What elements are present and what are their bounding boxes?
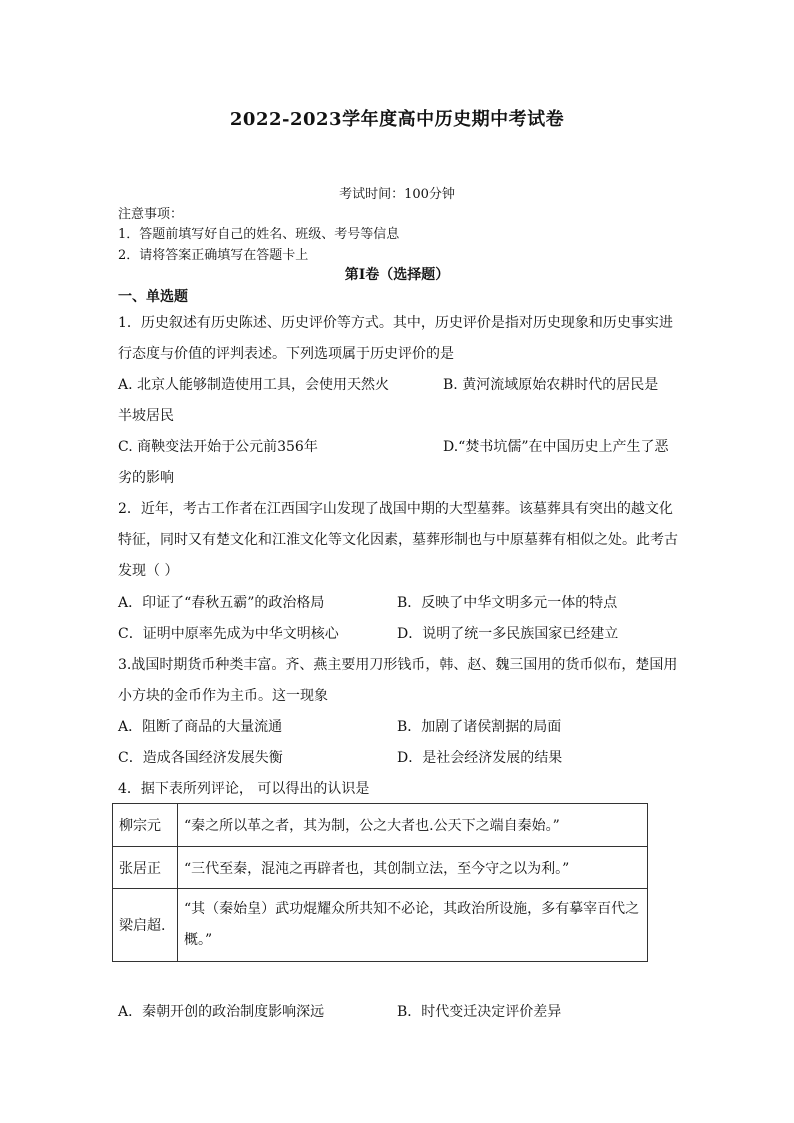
table-row — [113, 847, 648, 889]
question-4-stem: 4．据下表所列评论， 可以得出的认识是 — [118, 781, 370, 797]
table-row — [113, 804, 648, 847]
question-3-stem: 3.战国时期货币种类丰富。齐、燕主要用刀形钱币，韩、赵、魏三国用的货币似布，楚国用 — [118, 657, 678, 673]
q2-option-d: D．说明了统一多民族国家已经建立 — [397, 626, 619, 642]
q1-option-c: C. 商鞅变法开始于公元前356年 — [118, 439, 318, 455]
q3-option-c: C．造成各国经济发展失衡 — [118, 750, 283, 766]
quote-line: “其（秦始皇）武功焜耀众所共知不必论，其政治所设施，多有摹宰百代之 — [184, 901, 640, 917]
q3-option-d: D．是社会经济发展的结果 — [397, 750, 563, 766]
table-cell-name: 柳宗元 — [113, 804, 178, 847]
table-row — [113, 889, 648, 962]
question-2-stem: 特征，同时又有楚文化和江淮文化等文化因素，墓葬形制也与中原墓葬有相似之处。此考古 — [118, 532, 678, 548]
q1-option-a: A. 北京人能够制造使用工具，会使用天然火 — [118, 377, 390, 393]
q2-option-b: B．反映了中华文明多元一体的特点 — [397, 595, 618, 611]
table-cell-quote — [178, 889, 648, 962]
table-cell-quote: “秦之所以革之者，其为制，公之大者也.公天下之端自秦始。” — [178, 804, 648, 847]
q1-option-b: B. 黄河流域原始农耕时代的居民是 — [443, 377, 659, 393]
question-2-stem: 发现（ ） — [118, 563, 179, 579]
q4-option-a: A．秦朝开创的政治制度影响深远 — [118, 1004, 325, 1020]
q2-option-c: C．证明中原率先成为中华文明核心 — [118, 626, 339, 642]
section-title: 一、单选题 — [118, 289, 188, 305]
q2-option-a: A．印证了“春秋五霸”的政治格局 — [118, 595, 325, 611]
notice-heading: 注意事项： — [118, 207, 184, 222]
q1-option-d: D.“焚书坑儒”在中国历史上产生了恶 — [443, 439, 669, 455]
exam-title: 2022-2023学年度高中历史期中考试卷 — [229, 109, 565, 130]
quote-line: 概。” — [184, 932, 213, 948]
q1-option-b-continued: 半坡居民 — [118, 408, 174, 424]
volume-title: 第I卷（选择题） — [344, 267, 450, 283]
q4-option-b: B．时代变迁决定评价差异 — [397, 1004, 562, 1020]
table-cell-quote: “三代至秦，混沌之再辟者也，其创制立法，至今守之以为利。” — [178, 847, 648, 889]
notice-item: 2．请将答案正确填写在答题卡上 — [118, 248, 309, 263]
question-3-stem: 小方块的金币作为主币。这一现象 — [118, 688, 328, 704]
notice-item: 1．答题前填写好自己的姓名、班级、考号等信息 — [118, 227, 400, 242]
question-1-stem: 1．历史叙述有历史陈述、历史评价等方式。其中，历史评价是指对历史现象和历史事实进 — [118, 315, 673, 331]
question-2-stem: 2．近年，考古工作者在江西国字山发现了战国中期的大型墓葬。该墓葬具有突出的越文化 — [118, 501, 673, 517]
q1-option-d-continued: 劣的影响 — [118, 470, 174, 486]
quotes-table — [112, 803, 648, 962]
table-cell-name: 梁启超. — [113, 889, 178, 962]
table-cell-name: 张居正 — [113, 847, 178, 889]
q3-option-a: A．阻断了商品的大量流通 — [118, 719, 283, 735]
question-1-stem: 行态度与价值的评判表述。下列选项属于历史评价的是 — [118, 346, 454, 362]
q3-option-b: B．加剧了诸侯割据的局面 — [397, 719, 562, 735]
exam-time: 考试时间：100分钟 — [339, 187, 455, 202]
